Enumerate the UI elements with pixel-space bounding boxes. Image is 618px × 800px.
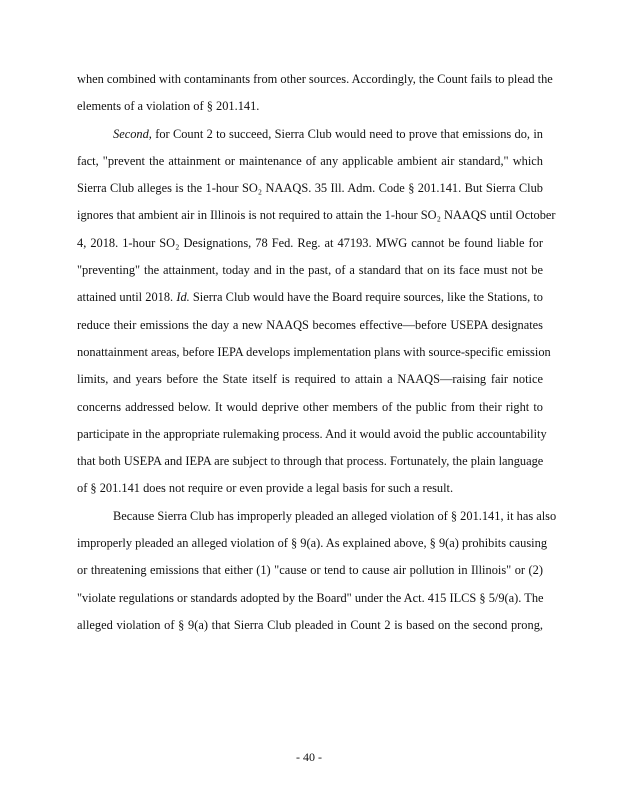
text-segment: that both USEPA and IEPA are subject to through that process. Fortunately, the plain language — [77, 454, 544, 469]
text-segment: nonattainment areas, before IEPA develops implementation plans with source-specific emission — [77, 344, 551, 359]
text-line — [77, 366, 543, 393]
text-line — [77, 175, 543, 202]
text-line — [77, 530, 548, 557]
text-segment: ignores that ambient air in Illinois is not required to attain the 1-hour SO₂ NAAQS until October — [77, 208, 556, 223]
text-segment: "violate regulations or standards adopted by the Board" under the Act. 415 ILCS § 5/9(a). The — [77, 590, 544, 605]
text-line — [77, 475, 543, 502]
text-segment: "preventing" the attainment, today and in the past, of a standard that on its face must not be — [77, 263, 543, 278]
text-segment: improperly pleaded an alleged violation of § 9(a). As explained above, § 9(a) prohibits causing — [77, 536, 548, 551]
text-segment: reduce their emissions the day a new NAAQS becomes effective—before USEPA designates — [77, 317, 543, 332]
italic-text: Id. — [176, 290, 190, 305]
text-segment: alleged violation of § 9(a) that Sierra Club pleaded in Count 2 is based on the second prong, — [77, 617, 543, 632]
text-line — [77, 66, 553, 93]
text-segment: participate in the appropriate rulemaking process. And it would avoid the public accountability — [77, 426, 547, 441]
text-segment: or threatening emissions that either (1) "cause or tend to cause air pollution in Illinois" or (2) — [77, 563, 543, 578]
text-line — [77, 257, 543, 284]
paragraph — [77, 503, 557, 639]
text-line — [77, 612, 543, 639]
page-number: - 40 - — [296, 750, 322, 764]
text-line — [77, 121, 543, 148]
text-segment: 4, 2018. 1-hour SO₂ Designations, 78 Fed. Reg. at 47193. MWG cannot be found liable for — [77, 235, 543, 250]
text-line — [77, 230, 543, 257]
italic-text: Second, — [113, 126, 152, 141]
text-segment: limits, and years before the State itself is required to attain a NAAQS—raising fair notice — [77, 372, 543, 387]
text-segment: of § 201.141 does not require or even provide a legal basis for such a result. — [77, 481, 454, 496]
text-line — [77, 148, 543, 175]
text-segment: elements of a violation of § 201.141. — [77, 99, 260, 114]
text-segment: Sierra Club would have the Board require sources, like the Stations, to — [189, 290, 543, 305]
text-segment: for Count 2 to succeed, Sierra Club would need to prove that emissions do, in — [151, 126, 543, 141]
text-segment: when combined with contaminants from other sources. Accordingly, the Count fails to plead the — [77, 72, 553, 86]
text-line — [77, 503, 557, 530]
text-line — [77, 394, 543, 421]
text-line — [77, 585, 543, 612]
document-body — [77, 66, 557, 639]
text-line — [77, 284, 543, 311]
text-line — [77, 93, 543, 120]
text-segment: Sierra Club alleges is the 1-hour SO₂ NAAQS. 35 Ill. Adm. Code § 201.141. But Sierra Club — [77, 181, 543, 196]
text-segment: attained until 2018. — [77, 290, 177, 305]
text-line — [77, 557, 543, 584]
paragraph — [77, 66, 553, 121]
text-line — [77, 421, 547, 448]
text-line — [77, 312, 543, 339]
paragraph — [77, 121, 556, 503]
text-segment: concerns addressed below. It would deprive other members of the public from their right to — [77, 399, 543, 414]
text-segment: fact, "prevent the attainment or maintenance of any applicable ambient air standard," which — [77, 153, 543, 168]
text-line — [77, 448, 543, 475]
text-segment: Because Sierra Club has improperly pleaded an alleged violation of § 201.141, it has also — [113, 508, 557, 523]
text-line — [77, 339, 551, 366]
text-line — [77, 202, 556, 229]
